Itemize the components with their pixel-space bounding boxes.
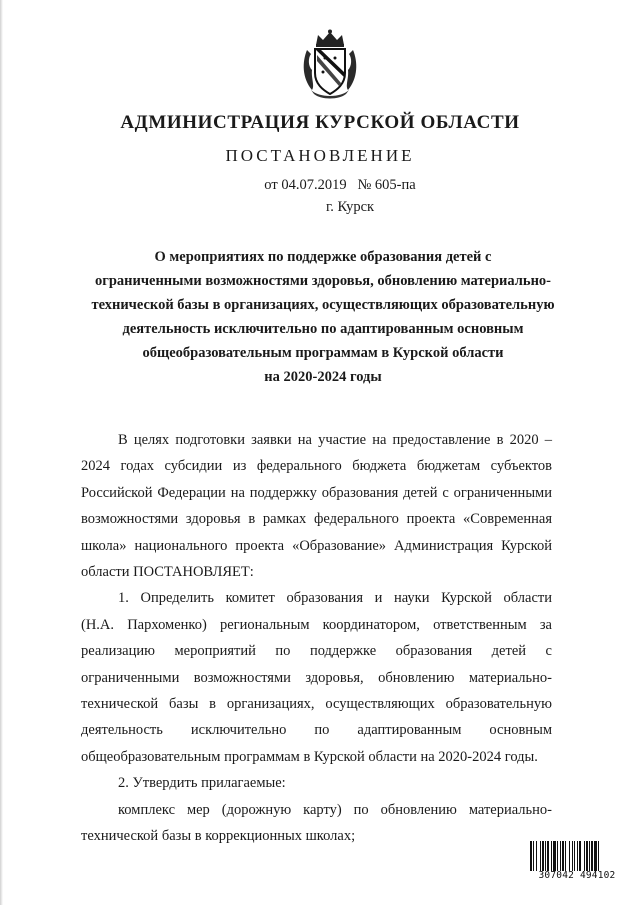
item2-sub-line: комплекс мер (дорожную карту) по обновлению материально- bbox=[118, 801, 552, 818]
preamble-line: Российской Федерации на поддержку образования детей с ограниченными bbox=[81, 484, 552, 501]
barcode-number: 307042 494102 bbox=[538, 870, 616, 881]
preamble-line: возможностями здоровья в рамках федерального проекта «Современная bbox=[81, 511, 552, 528]
barcode bbox=[530, 841, 624, 881]
item1-line: ограниченными возможностями здоровья, обновлению материально- bbox=[81, 669, 552, 686]
item1-line: 1. Определить комитет образования и науки Курской области bbox=[118, 590, 552, 607]
organization-name: АДМИНИСТРАЦИЯ КУРСКОЙ ОБЛАСТИ bbox=[120, 112, 520, 133]
title-line: ограниченными возможностями здоровья, обновлению материально- bbox=[94, 273, 552, 289]
title-line: технической базы в организациях, осуществляющих образовательную bbox=[91, 297, 555, 313]
preamble-line: области ПОСТАНОВЛЯЕТ: bbox=[81, 564, 254, 581]
item1-line: общеобразовательным программам в Курской области на 2020-2024 годы. bbox=[81, 748, 538, 765]
preamble-line: школа» национального проекта «Образование» Администрация Курской bbox=[81, 537, 552, 554]
title-line: деятельность исключительно по адаптированным основным bbox=[122, 321, 524, 337]
item1-line: деятельность исключительно по адаптированным основным bbox=[81, 722, 552, 739]
item2-sub-line: технической базы в коррекционных школах; bbox=[81, 828, 356, 845]
item1-line: (Н.А. Пархоменко) региональным координатором, ответственным за bbox=[81, 616, 552, 633]
document-title bbox=[88, 245, 558, 389]
item1-line: реализацию мероприятий по поддержке образования детей с bbox=[81, 643, 552, 660]
title-line: общеобразовательным программам в Курской области bbox=[142, 345, 504, 361]
kursk-coat-of-arms-icon bbox=[299, 28, 361, 102]
title-line: О мероприятиях по поддержке образования детей с bbox=[154, 249, 492, 265]
date-and-number: от 04.07.2019 № 605-па bbox=[264, 177, 416, 193]
city: г. Курск bbox=[325, 199, 375, 215]
document-body bbox=[81, 427, 552, 850]
item2-line: 2. Утвердить прилагаемые: bbox=[118, 775, 286, 792]
preamble-line: В целях подготовки заявки на участие на предоставление в 2020 – bbox=[118, 432, 552, 448]
item1-line: технической базы в организациях, осуществляющих образовательную bbox=[81, 696, 552, 713]
title-line: на 2020-2024 годы bbox=[264, 369, 382, 385]
document-type: ПОСТАНОВЛЕНИЕ bbox=[225, 146, 415, 165]
scan-edge bbox=[0, 0, 3, 905]
barcode-bars bbox=[530, 841, 624, 871]
preamble-line: 2024 годах субсидии из федерального бюджета бюджетам субъектов bbox=[81, 458, 552, 475]
